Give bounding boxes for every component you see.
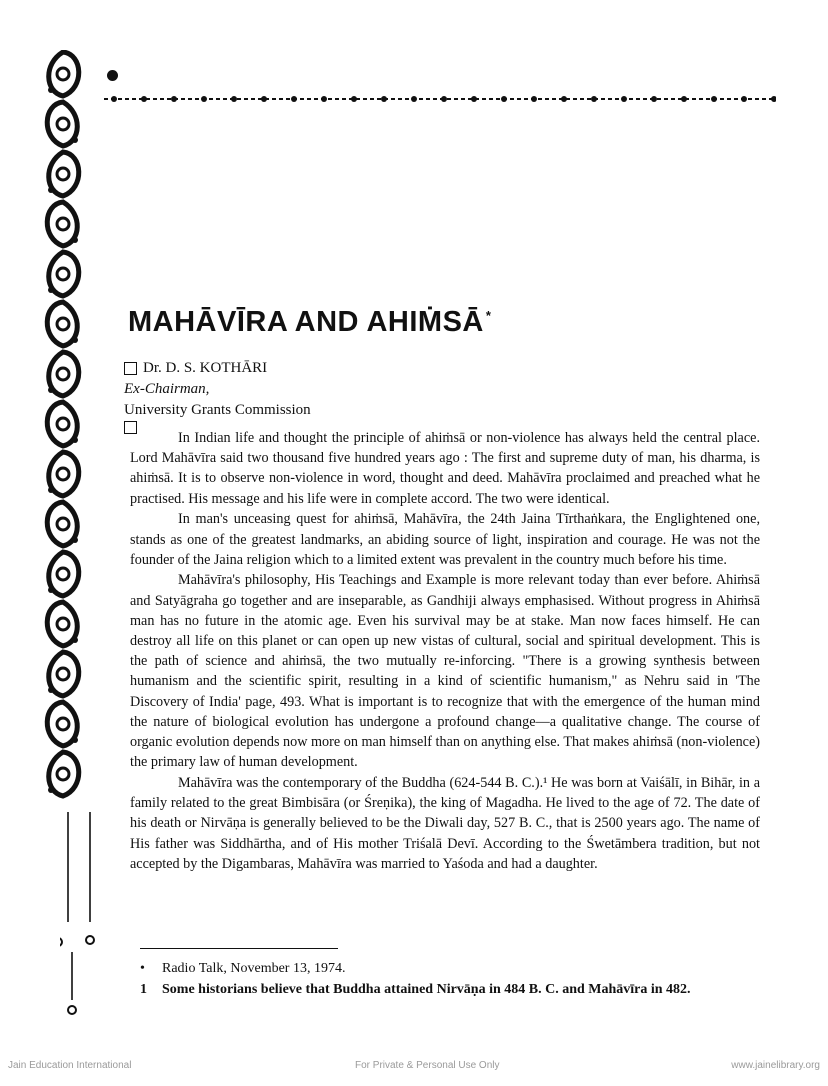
decorative-border-ornament (34, 50, 92, 810)
paragraph-1: In Indian life and thought the principle of ahiṁsā or non-violence has always held the central place. Lord Mahāvīra said two thousand five hundred years ago : The first and supreme duty of man, his dharma, is ahiṁsā. It is to observe non-violence in word, thought and deed. Mahāvīra proclaimed and preached what he practised. His message and his life were in complete accord. The two were identical. (130, 430, 760, 507)
decorative-border-lines (60, 812, 100, 1032)
top-bullet-dot (107, 70, 118, 81)
author-name: Dr. D. S. KOTHĀRI (143, 360, 268, 376)
title-footnote-mark: * (485, 308, 492, 324)
footnote-text: Radio Talk, November 13, 1974. (162, 961, 346, 976)
article-title-text: MAHĀVĪRA AND AHIṀSĀ (128, 306, 484, 338)
footnotes (140, 958, 780, 1000)
author-role: Ex-Chairman, (124, 381, 210, 397)
footnote-marker: • (140, 961, 145, 976)
paragraph-4: Mahāvīra was the contemporary of the Buddha (624-544 B. C.).¹ He was born at Vaiśālī, in Bihār, in a family related to the great Bimbisāra (or Śreṇika), the king of Magadha. He lived to the age of 72. The date of his death or Nirvāṇa is generally believed to be the Diwali day, 527 B. C., that is 2500 years ago. The name of His father was Siddhārtha, and of His mother Triśalā Devī. According to the Śwetāmbera tradition, but not accepted by the Digambaras, Mahāvīra was married to Yaśoda and had a daughter. (130, 774, 760, 872)
footer-left: Jain Education International (8, 1060, 132, 1071)
author-organization: University Grants Commission (124, 402, 311, 418)
footnote-marker: 1 (140, 982, 147, 997)
footer-center: For Private & Personal Use Only (355, 1060, 500, 1071)
footer-right: www.jainelibrary.org (731, 1060, 820, 1071)
paragraph-3: Mahāvīra's philosophy, His Teachings and Example is more relevant today than ever before. Ahiṁsā and Satyāgraha go together and are inseparable, as Gandhiji always emphasised. Without progress in Ahiṁsā man has no future in the atomic age. Even his survival may be at stake. Man now faces himself. He can destroy all life on this planet or can open up new vistas of cultural, social and spiritual development. This is the path of science and ahiṁsā, the two mutually re-inforcing. "There is a growing synthesis between humanism and the scientific spirit, resulting in a kind of scientific humanism," as Nehru said in 'The Discovery of India' page, 493. What is important is to recognize that with the emergence of the human mind the nature of biological evolution has undergone a profound change—a qualitative change. The course of organic evolution depends now more on man himself than on anything else. That makes ahiṁsā (non-violence) the primary law of human development. (130, 572, 760, 771)
footnote-item (140, 979, 780, 1000)
footnote-text: Some historians believe that Buddha attained Nirvāṇa in 484 B. C. and Mahāvīra in 482. (162, 982, 691, 997)
author-byline (124, 358, 311, 434)
checkbox-square-icon (124, 362, 137, 375)
article-title (128, 306, 491, 339)
footnote-item (140, 958, 780, 979)
decorative-top-rule (104, 92, 776, 106)
footnote-divider (140, 948, 338, 949)
paragraph-2: In man's unceasing quest for ahiṁsā, Mahāvīra, the 24th Jaina Tīrthaṅkara, the Englightened one, stands as one of the greatest landmarks, an abiding source of light, inspiration and courage. He was not the founder of the Jaina religion which to a limited extent was prevalent in the country much before his time. (130, 511, 760, 568)
article-body (130, 428, 760, 874)
